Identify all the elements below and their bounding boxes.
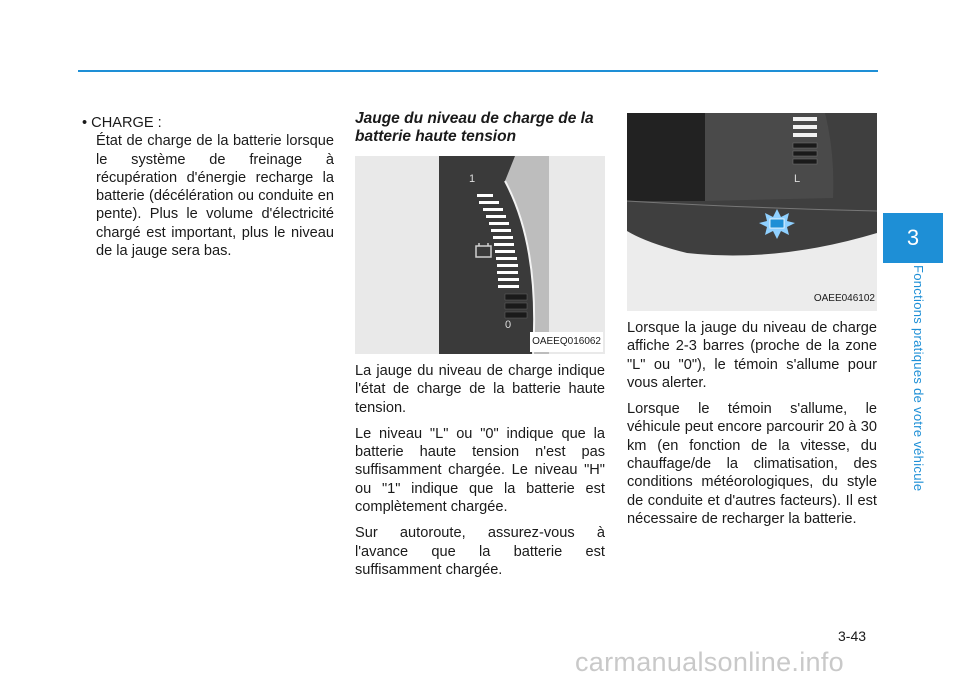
paragraph: Le niveau "L" ou "0" indique que la batterie haute tension n'est pas suffisamment chargée. Le niveau "H" ou "1" indique que la batterie est complètement chargée. [355,425,605,516]
gauge-bottom-label: 0 [505,319,512,331]
column-2 [355,110,605,587]
column-3 [627,113,877,536]
page-number: 3-43 [838,628,867,644]
figure-warning-lamp [627,113,877,311]
figure-caption: OAEEQ016062 [530,332,603,352]
column-1 [82,114,334,260]
bullet-text: État de charge de la batterie lorsque le système de freinage à récupération d'énergie recharge la batterie (décélération ou conduite en pente). Plus le volume d'électricité chargé est important, plus le niveau de la jauge sera bas. [96,133,334,260]
paragraph: Lorsque la jauge du niveau de charge affiche 2-3 barres (proche de la zone "L" ou "0"), le témoin s'allume pour vous alerter. [627,320,877,391]
chapter-tab [883,213,943,263]
gauge-top-label: 1 [469,173,476,185]
figure-battery-gauge [355,156,605,354]
section-heading: Jauge du niveau de charge de la batterie haute tension [355,110,594,145]
chapter-number: 3 [906,225,920,250]
bullet-label: • CHARGE : [82,115,162,131]
battery-gauge-illustration [355,156,605,354]
warning-lamp-illustration [627,113,877,311]
gauge-label-l: L [794,173,801,185]
figure-caption: OAEE046102 [813,292,875,304]
paragraph: La jauge du niveau de charge indique l'état de charge de la batterie haute tension. [355,363,605,416]
paragraph: Sur autoroute, assurez-vous à l'avance que la batterie est suffisamment chargée. [355,525,605,578]
chapter-title: Fonctions pratiques de votre véhicule [911,265,926,492]
paragraph: Lorsque le témoin s'allume, le véhicule peut encore parcourir 20 à 30 km (en fonction de la vitesse, du chauffage/de la climatisation, des conditions météorologiques, du style de conduite et d'autres facteurs). Il est nécessaire de recharger la batterie. [627,401,877,527]
watermark: carmanualsonline.info [575,647,844,677]
top-rule [78,70,878,72]
